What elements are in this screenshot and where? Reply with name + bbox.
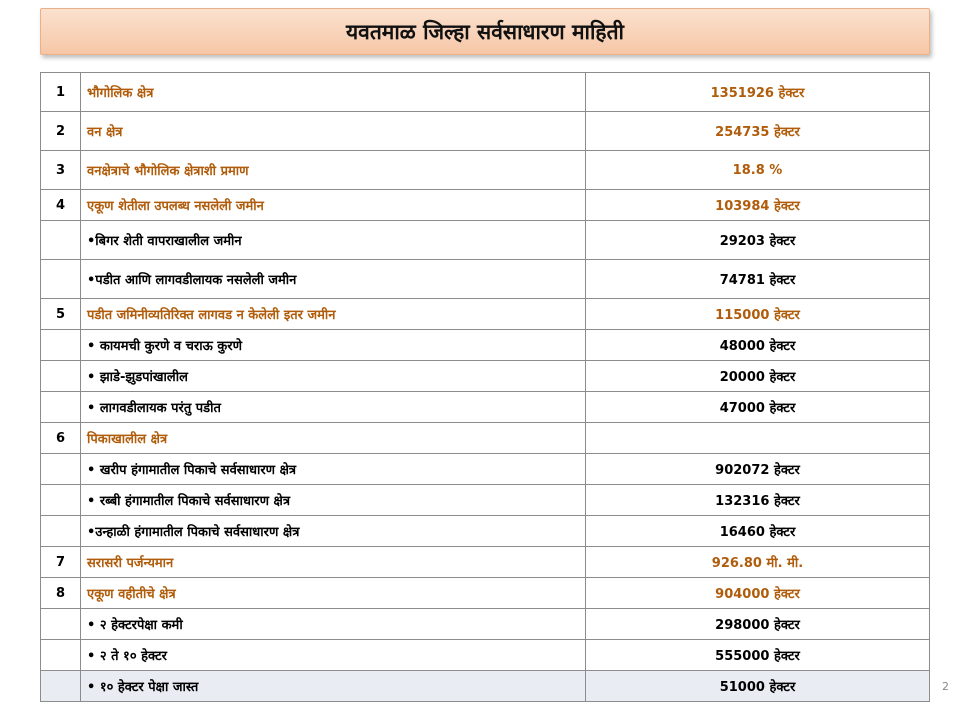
slide-page-number: 2	[942, 680, 949, 693]
row-value: 926.80 मी. मी.	[586, 547, 930, 578]
info-table	[40, 72, 930, 702]
table-row	[41, 260, 930, 299]
table-row	[41, 516, 930, 547]
row-label: वनक्षेत्राचे भौगोलिक क्षेत्राशी प्रमाण	[81, 151, 586, 190]
row-value: 1351926 हेक्टर	[586, 73, 930, 112]
row-label: सरासरी पर्जन्यमान	[81, 547, 586, 578]
table-row	[41, 423, 930, 454]
row-value: 254735 हेक्टर	[586, 112, 930, 151]
row-value: 115000 हेक्टर	[586, 299, 930, 330]
title-banner	[40, 8, 930, 55]
row-label: •बिगर शेती वापराखालील जमीन	[81, 221, 586, 260]
row-label: • झाडे-झुडपांखालील	[81, 361, 586, 392]
row-label: • १० हेक्टर पेक्षा जास्त	[81, 671, 586, 702]
table-row	[41, 392, 930, 423]
table-row	[41, 547, 930, 578]
table-row	[41, 454, 930, 485]
row-label: • लागवडीलायक परंतु पडीत	[81, 392, 586, 423]
row-label: पडीत जमिनीव्यतिरिक्त लागवड न केलेली इतर जमीन	[81, 299, 586, 330]
table-row	[41, 485, 930, 516]
row-label: • खरीप हंगामातील पिकाचे सर्वसाधारण क्षेत्र	[81, 454, 586, 485]
row-value: 132316 हेक्टर	[586, 485, 930, 516]
row-label: एकूण शेतीला उपलब्ध नसलेली जमीन	[81, 190, 586, 221]
table-row	[41, 578, 930, 609]
row-value: 904000 हेक्टर	[586, 578, 930, 609]
page-title: यवतमाळ जिल्हा सर्वसाधारण माहिती	[345, 19, 624, 44]
row-label: • कायमची कुरणे व चराऊ कुरणे	[81, 330, 586, 361]
table-row	[41, 671, 930, 702]
row-label: • २ हेक्टरपेक्षा कमी	[81, 609, 586, 640]
row-value: 555000 हेक्टर	[586, 640, 930, 671]
row-value: 18.8 %	[586, 151, 930, 190]
table-row	[41, 609, 930, 640]
table-row	[41, 640, 930, 671]
row-label: पिकाखालील क्षेत्र	[81, 423, 586, 454]
row-number	[41, 609, 81, 640]
row-number	[41, 671, 81, 702]
row-number	[41, 640, 81, 671]
table-row	[41, 112, 930, 151]
row-number: 6	[41, 423, 81, 454]
row-number	[41, 361, 81, 392]
row-value: 48000 हेक्टर	[586, 330, 930, 361]
row-label: •उन्हाळी हंगामातील पिकाचे सर्वसाधारण क्षेत्र	[81, 516, 586, 547]
row-value: 74781 हेक्टर	[586, 260, 930, 299]
row-number	[41, 260, 81, 299]
row-value	[586, 423, 930, 454]
row-label: वन क्षेत्र	[81, 112, 586, 151]
row-value: 29203 हेक्टर	[586, 221, 930, 260]
row-number	[41, 454, 81, 485]
row-number: 5	[41, 299, 81, 330]
row-label: एकूण वहीतीचे क्षेत्र	[81, 578, 586, 609]
row-number	[41, 221, 81, 260]
row-number: 3	[41, 151, 81, 190]
row-number	[41, 392, 81, 423]
row-value: 298000 हेक्टर	[586, 609, 930, 640]
row-value: 51000 हेक्टर	[586, 671, 930, 702]
row-number: 4	[41, 190, 81, 221]
row-number	[41, 485, 81, 516]
table-row	[41, 330, 930, 361]
row-label: भौगोलिक क्षेत्र	[81, 73, 586, 112]
row-number	[41, 516, 81, 547]
row-label: •पडीत आणि लागवडीलायक नसलेली जमीन	[81, 260, 586, 299]
row-value: 20000 हेक्टर	[586, 361, 930, 392]
table-row	[41, 73, 930, 112]
table-row	[41, 190, 930, 221]
row-number	[41, 330, 81, 361]
row-label: • रब्बी हंगामातील पिकाचे सर्वसाधारण क्षेत्र	[81, 485, 586, 516]
row-number: 2	[41, 112, 81, 151]
row-value: 47000 हेक्टर	[586, 392, 930, 423]
table-row	[41, 361, 930, 392]
row-number: 1	[41, 73, 81, 112]
row-number: 7	[41, 547, 81, 578]
row-label: • २ ते १० हेक्टर	[81, 640, 586, 671]
table-row	[41, 299, 930, 330]
row-number: 8	[41, 578, 81, 609]
row-value: 103984 हेक्टर	[586, 190, 930, 221]
table-row	[41, 151, 930, 190]
row-value: 902072 हेक्टर	[586, 454, 930, 485]
row-value: 16460 हेक्टर	[586, 516, 930, 547]
table-row	[41, 221, 930, 260]
